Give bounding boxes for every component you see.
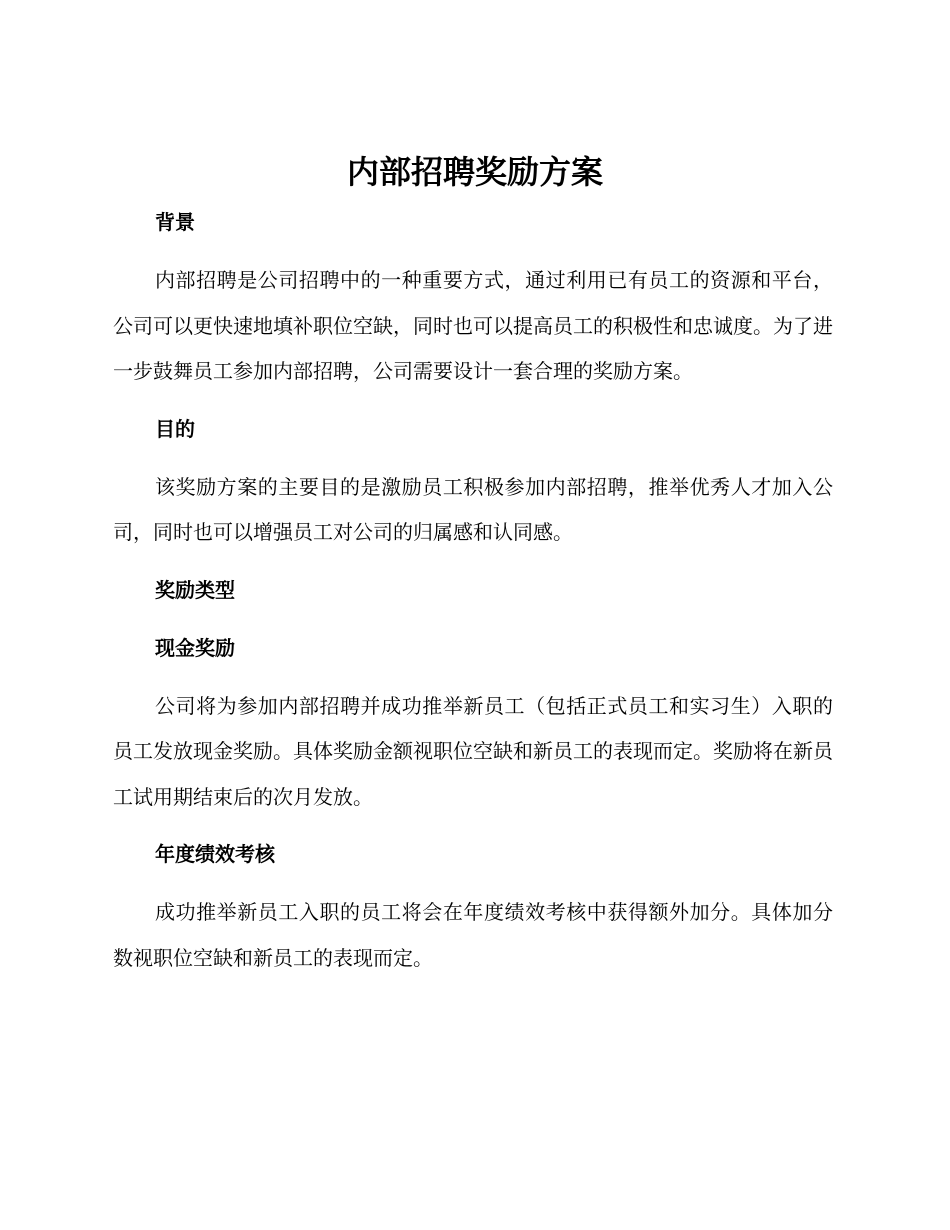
section-paragraph-annual-review: 成功推举新员工入职的员工将会在年度绩效考核中获得额外加分。具体加分数视职位空缺和新员工的表现而定。 (113, 900, 833, 970)
section-paragraph-cash-reward: 公司将为参加内部招聘并成功推举新员工（包括正式员工和实习生）入职的员工发放现金奖励。具体奖励金额视职位空缺和新员工的表现而定。奖励将在新员工试用期结束后的次月发放。 (113, 693, 833, 809)
section-paragraph-purpose: 该奖励方案的主要目的是激励员工积极参加内部招聘，推举优秀人才加入公司，同时也可以增强员工对公司的归属感和认同感。 (113, 474, 833, 544)
section-heading-background: 背景 (155, 210, 195, 234)
section-heading-cash-reward: 现金奖励 (155, 635, 235, 660)
section-heading-purpose: 目的 (155, 416, 195, 441)
section-paragraph-background: 内部招聘是公司招聘中的一种重要方式，通过利用已有员工的资源和平台，公司可以更快速地填补职位空缺，同时也可以提高员工的积极性和忠诚度。为了进一步鼓舞员工参加内部招聘，公司需要设计一套合理的奖励方案。 (113, 268, 833, 383)
section-heading-reward-types: 奖励类型 (155, 577, 235, 602)
section-heading-annual-review: 年度绩效考核 (155, 842, 275, 866)
document-body (113, 200, 833, 993)
document-title: 内部招聘奖励方案 (346, 153, 603, 191)
